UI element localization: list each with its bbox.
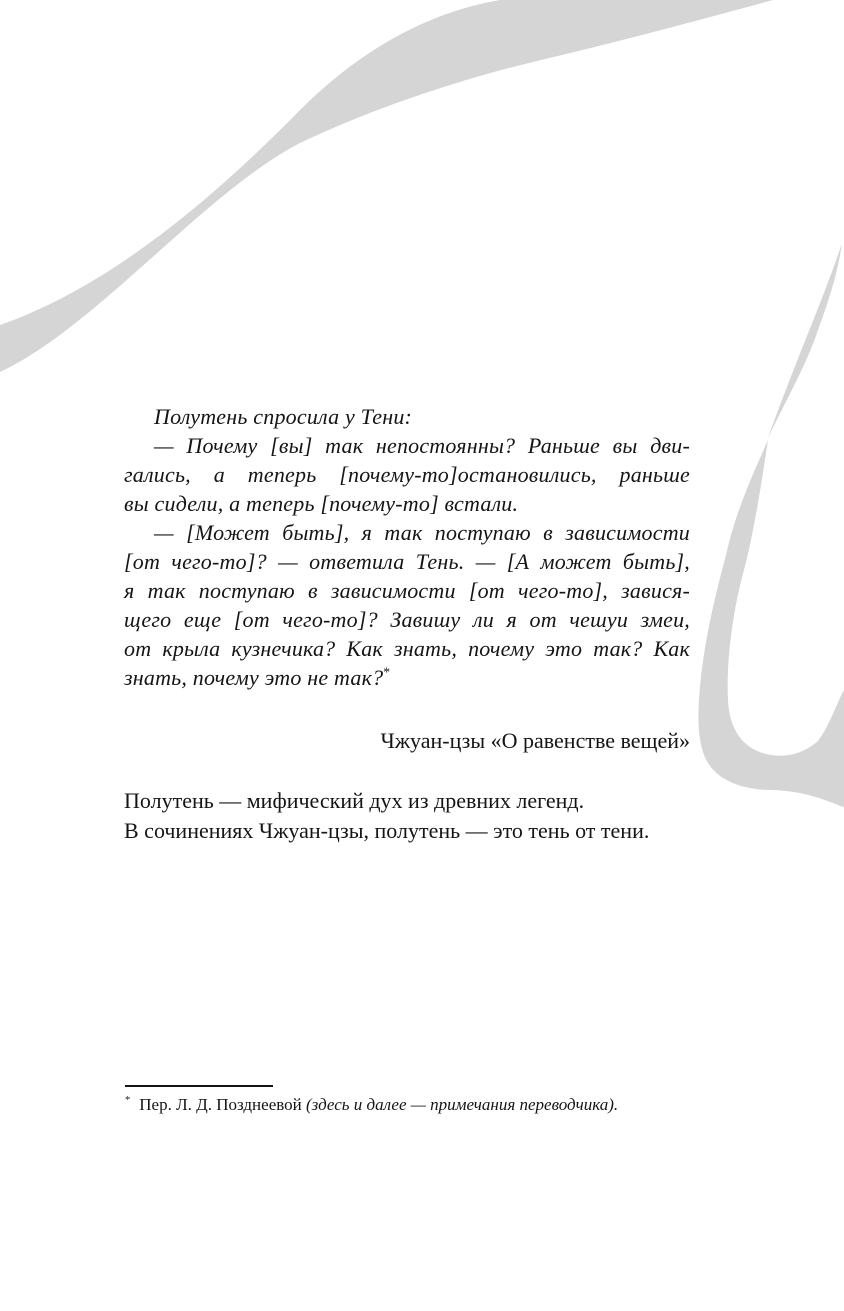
epigraph-line: знать, почему это не так?* — [124, 664, 391, 690]
footnote-marker: * — [125, 1095, 131, 1107]
epigraph-line: вы сидели, а теперь [почему-то] встали. — [124, 491, 519, 516]
epigraph-line: Полутень спросила у Тени: — [154, 404, 413, 429]
note-block — [124, 786, 764, 846]
note-line: Полутень — мифический дух из древних легенд. — [124, 788, 585, 813]
swoosh-crescent — [768, 243, 842, 438]
epigraph-attribution: Чжуан-цзы «О равенстве вещей» — [380, 728, 690, 753]
note-line: В сочинениях Чжуан-цзы, полутень — это тень от тени. — [124, 818, 650, 843]
footnote-marker-ref: * — [383, 664, 391, 680]
epigraph-line: я так поступаю в зависимости [от чего-то], завися- — [124, 578, 690, 603]
epigraph-line: щего еще [от чего-то]? Завишу ли я от чешуи змеи, — [124, 607, 690, 632]
footnote-text-italic: (здесь и далее — примечания переводчика). — [306, 1095, 619, 1114]
epigraph — [124, 402, 690, 692]
swoosh-loop — [698, 440, 844, 815]
footnote-divider — [125, 1085, 273, 1087]
footnote-text-regular: Пер. Л. Д. Позднеевой — [139, 1095, 306, 1114]
epigraph-line: от крыла кузнечика? Как знать, почему это так? Как — [124, 636, 690, 661]
footnote — [125, 1094, 725, 1116]
epigraph-line: — [Может быть], я так поступаю в зависимости — [154, 520, 690, 545]
epigraph-line: [от чего-то]? — ответила Тень. — [А может быть], — [124, 549, 690, 574]
epigraph-line: гались, а теперь [почему-то]остановились, раньше — [124, 462, 690, 487]
epigraph-line: — Почему [вы] так непостоянны? Раньше вы дви- — [154, 433, 690, 458]
swoosh-band — [0, 0, 773, 372]
